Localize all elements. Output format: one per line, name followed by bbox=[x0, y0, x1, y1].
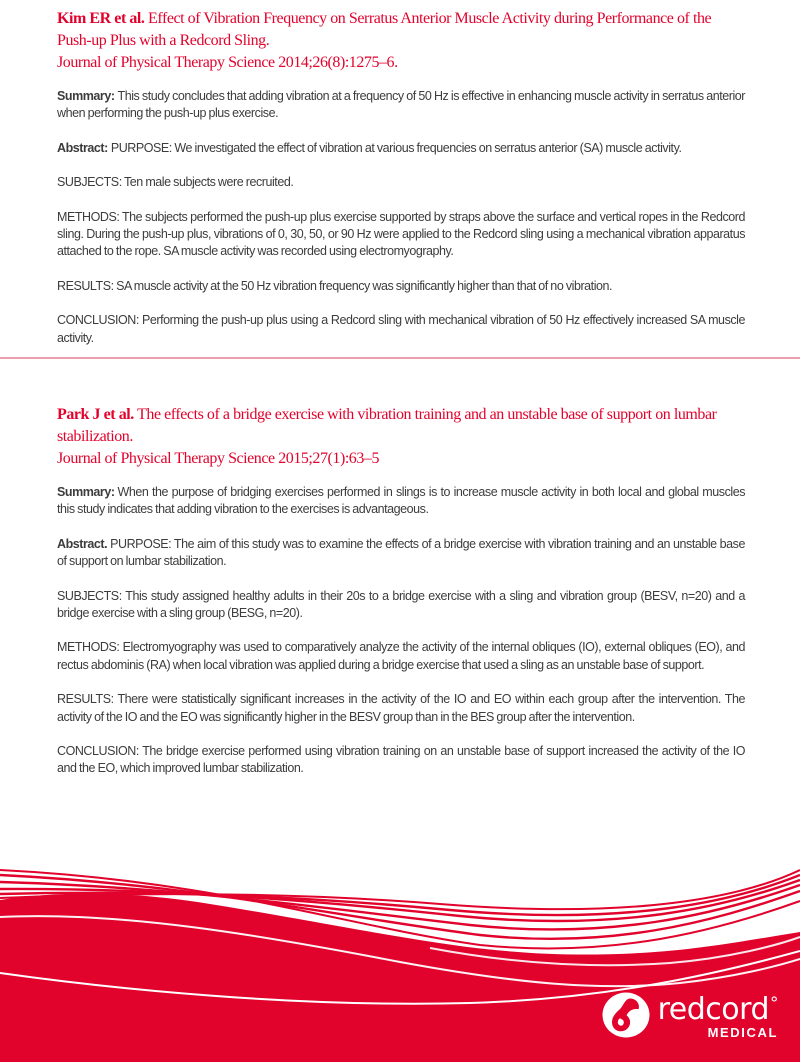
citation-title: The effects of a bridge exercise with vibration training and an unstable base of support on lumbar stabilization. bbox=[57, 406, 717, 445]
paragraph-text: PURPOSE: We investigated the effect of vibration at various frequencies on serratus anterior (SA) muscle activity. bbox=[110, 140, 682, 155]
paragraph-text: CONCLUSION: Performing the push-up plus using a Redcord sling with mechanical vibration of 50 Hz effectively increased SA muscle activity. bbox=[57, 313, 745, 345]
citation-journal: Journal of Physical Therapy Science 2014;26(8):1275–6. bbox=[57, 54, 398, 71]
citation-heading bbox=[57, 404, 745, 470]
redcord-medical-logo bbox=[601, 989, 778, 1040]
results-paragraph bbox=[57, 691, 745, 726]
citation-authors: Park J et al. bbox=[57, 406, 134, 423]
paragraph-text: METHODS: Electromyography was used to comparatively analyze the activity of the internal obliques (IO), external obliques (EO), and rectus abdominis (RA) when local vibration was applied during a bridge exercise that used a sling as an unstable base of support. bbox=[57, 640, 745, 672]
summary-paragraph bbox=[57, 484, 745, 519]
paragraph-text: CONCLUSION: The bridge exercise performed using vibration training on an unstable base of support increased the activity of the IO and the EO, which improved lumbar stabilization. bbox=[57, 744, 745, 776]
paragraph-text: When the purpose of bridging exercises performed in slings is to increase muscle activity in both local and global muscles this study indicates that adding vibration to the exercises is advantageous. bbox=[57, 485, 745, 517]
paragraph-label: Abstract: bbox=[57, 140, 108, 155]
redcord-logo-icon bbox=[601, 991, 651, 1039]
conclusion-paragraph bbox=[57, 743, 745, 778]
article-kim-2014 bbox=[57, 8, 745, 364]
division-label: MEDICAL bbox=[707, 1025, 778, 1040]
section-divider bbox=[0, 357, 800, 359]
methods-paragraph bbox=[57, 639, 745, 674]
paragraph-text: PURPOSE: The aim of this study was to examine the effects of a bridge exercise with vibration training and an unstable base of support on lumbar stabilization. bbox=[57, 536, 745, 569]
paragraph-label: Summary: bbox=[57, 485, 115, 499]
paragraph-text: SUBJECTS: This study assigned healthy adults in their 20s to a bridge exercise with a sling and vibration group (BESV, n=20) and a bridge exercise with a sling group (BESG, n=20). bbox=[57, 588, 745, 621]
citation-journal: Journal of Physical Therapy Science 2015;27(1):63–5 bbox=[57, 450, 380, 467]
article-park-2015 bbox=[57, 404, 745, 795]
subjects-paragraph bbox=[57, 174, 745, 191]
summary-paragraph bbox=[57, 88, 745, 123]
paragraph-label: Abstract. bbox=[57, 536, 108, 551]
methods-paragraph bbox=[57, 209, 745, 261]
paragraph-text: RESULTS: SA muscle activity at the 50 Hz vibration frequency was significantly higher than that of no vibration. bbox=[57, 278, 613, 293]
citation-title: Effect of Vibration Frequency on Serratus Anterior Muscle Activity during Performance of the Push-up Plus with a Redcord Sling. bbox=[57, 10, 712, 49]
paragraph-text: RESULTS: There were statistically significant increases in the activity of the IO and EO within each group after the intervention. The activity of the IO and the EO was significantly higher in the BESV group than in the BES group after the intervention. bbox=[57, 692, 745, 724]
citation-authors: Kim ER et al. bbox=[57, 10, 145, 27]
abstract-paragraph bbox=[57, 140, 745, 157]
brand-wordmark: redcord° bbox=[657, 992, 778, 1027]
citation-heading bbox=[57, 8, 745, 74]
degree-mark: ° bbox=[770, 994, 778, 1014]
abstract-paragraph bbox=[57, 536, 745, 571]
paragraph-text: SUBJECTS: Ten male subjects were recruited. bbox=[57, 175, 294, 190]
paragraph-text: METHODS: The subjects performed the push-up plus exercise supported by straps above the surface and vertical ropes in the Redcord sling. During the push-up plus, vibrations of 0, 30, 50, or 90 Hz were applied to the Redcord sling using a mechanical vibration apparatus attached to the rope. SA muscle activity was recorded using electromyography. bbox=[57, 209, 745, 259]
subjects-paragraph bbox=[57, 588, 745, 623]
paragraph-label: Summary: bbox=[57, 89, 115, 103]
results-paragraph bbox=[57, 278, 745, 295]
conclusion-paragraph bbox=[57, 312, 745, 347]
paragraph-text: This study concludes that adding vibration at a frequency of 50 Hz is effective in enhancing muscle activity in serratus anterior when performing the push-up plus exercise. bbox=[57, 89, 745, 121]
